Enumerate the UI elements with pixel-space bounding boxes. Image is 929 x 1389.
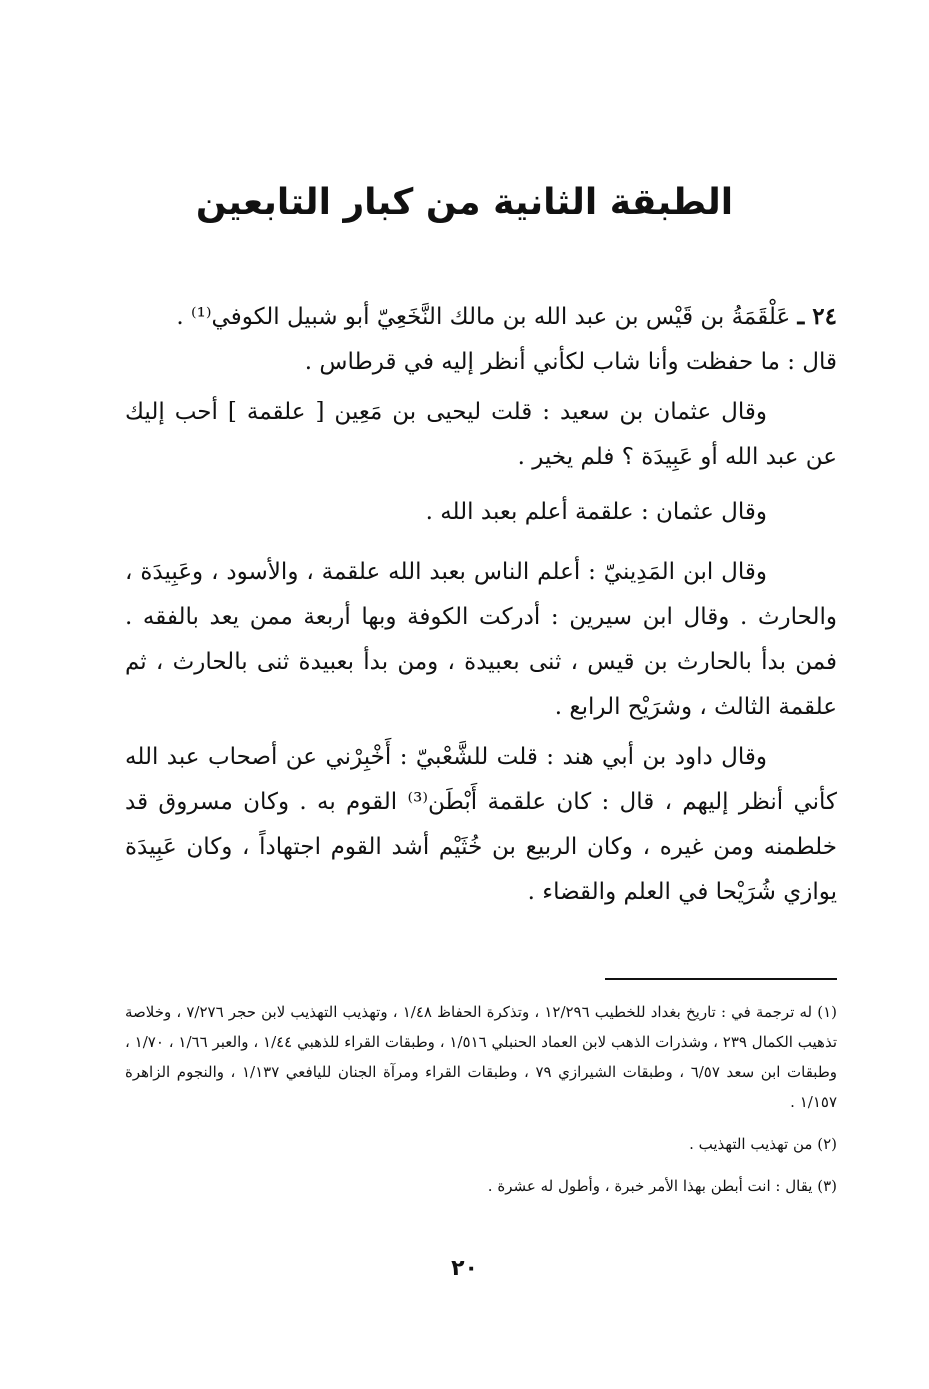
footnote <box>125 1171 837 1201</box>
footnote-separator <box>605 978 837 980</box>
entry-paragraph <box>125 294 837 385</box>
body-paragraph <box>125 390 837 480</box>
page-number: ٢٠ <box>451 1256 478 1281</box>
footnote-text: (٢) من تهذيب التهذيب . <box>689 1135 837 1153</box>
entry-second-line: قال : ما حفظت وأنا شاب لكأني أنظر إليه في قرطاس . <box>304 349 837 375</box>
footnote-text: (٣) يقال : انت أبطن بهذا الأمر خبرة ، وأطول له عشرة . <box>487 1177 837 1195</box>
entry-heading-text: عَلْقَمَةُ بن قَيْس بن عبد الله بن مالك النَّخَعِيّ أبو شبيل الكوفي⁽¹⁾ . <box>176 304 791 330</box>
body-paragraph <box>125 490 837 535</box>
paragraph-text: وقال داود بن أبي هند : قلت للشَّعْبيّ : أَخْبِرْني عن أصحاب عبد الله كأني أنظر إليهم ، قال : كان علقمة أَبْطَن⁽³⁾ القوم به . وكان مسروق قد خلطمنه ومن غيره ، وكان الربيع بن خُثَيْم أشد القوم اجتهاداً ، وكان عَبِيدَة يوازي شُرَيْحا في العلم والقضاء . <box>125 744 837 905</box>
page-title: الطبقة الثانية من كبار التابعين <box>195 182 734 223</box>
paragraph-text: وقال عثمان بن سعيد : قلت ليحيى بن مَعِين [ علقمة ] أحب إليك عن عبد الله أو عَبِيدَة ؟ فلم يخير . <box>125 399 837 470</box>
paragraph-text: وقال ابن المَدِينيّ : أعلم الناس بعبد الله علقمة ، والأسود ، وعَبِيدَة ، والحارث . وقال ابن سيرين : أدركت الكوفة وبها أربعة ممن يعد بالفقه . فمن بدأ بالحارث بن قيس ، ثنى بعبيدة ، ومن بدأ بعبيدة ثنى بالحارث ، ثم علقمة الثالث ، وشرَيْح الرابع . <box>125 559 837 720</box>
paragraph-text: وقال عثمان : علقمة أعلم بعبد الله . <box>425 499 767 525</box>
entry-number: ٢٤ ـ <box>797 303 837 330</box>
entry-heading-line <box>125 294 837 340</box>
body-paragraph <box>125 550 837 730</box>
footnote-text: (١) له ترجمة في : تاريخ بغداد للخطيب ١٢/٢٩٦ ، وتذكرة الحفاظ ١/٤٨ ، وتهذيب التهذيب لابن حجر ٧/٢٧٦ ، وخلاصة تذهيب الكمال ٢٣٩ ، وشذرات الذهب لابن العماد الحنبلي ١/٥١٦ ، وطبقات القراء للذهبي ١/٤٤ ، والعبر ١/٦٦ ، ١/٧٠ ، وطبقات ابن سعد ٦/٥٧ ، وطبقات الشيرازي ٧٩ ، وطبقات القراء ومرآة الجنان لليافعي ١/١٣٧ ، والنجوم الزاهرة ١/١٥٧ . <box>125 1003 838 1111</box>
footnote <box>125 997 837 1117</box>
footnote <box>125 1129 837 1159</box>
body-paragraph <box>125 735 837 915</box>
